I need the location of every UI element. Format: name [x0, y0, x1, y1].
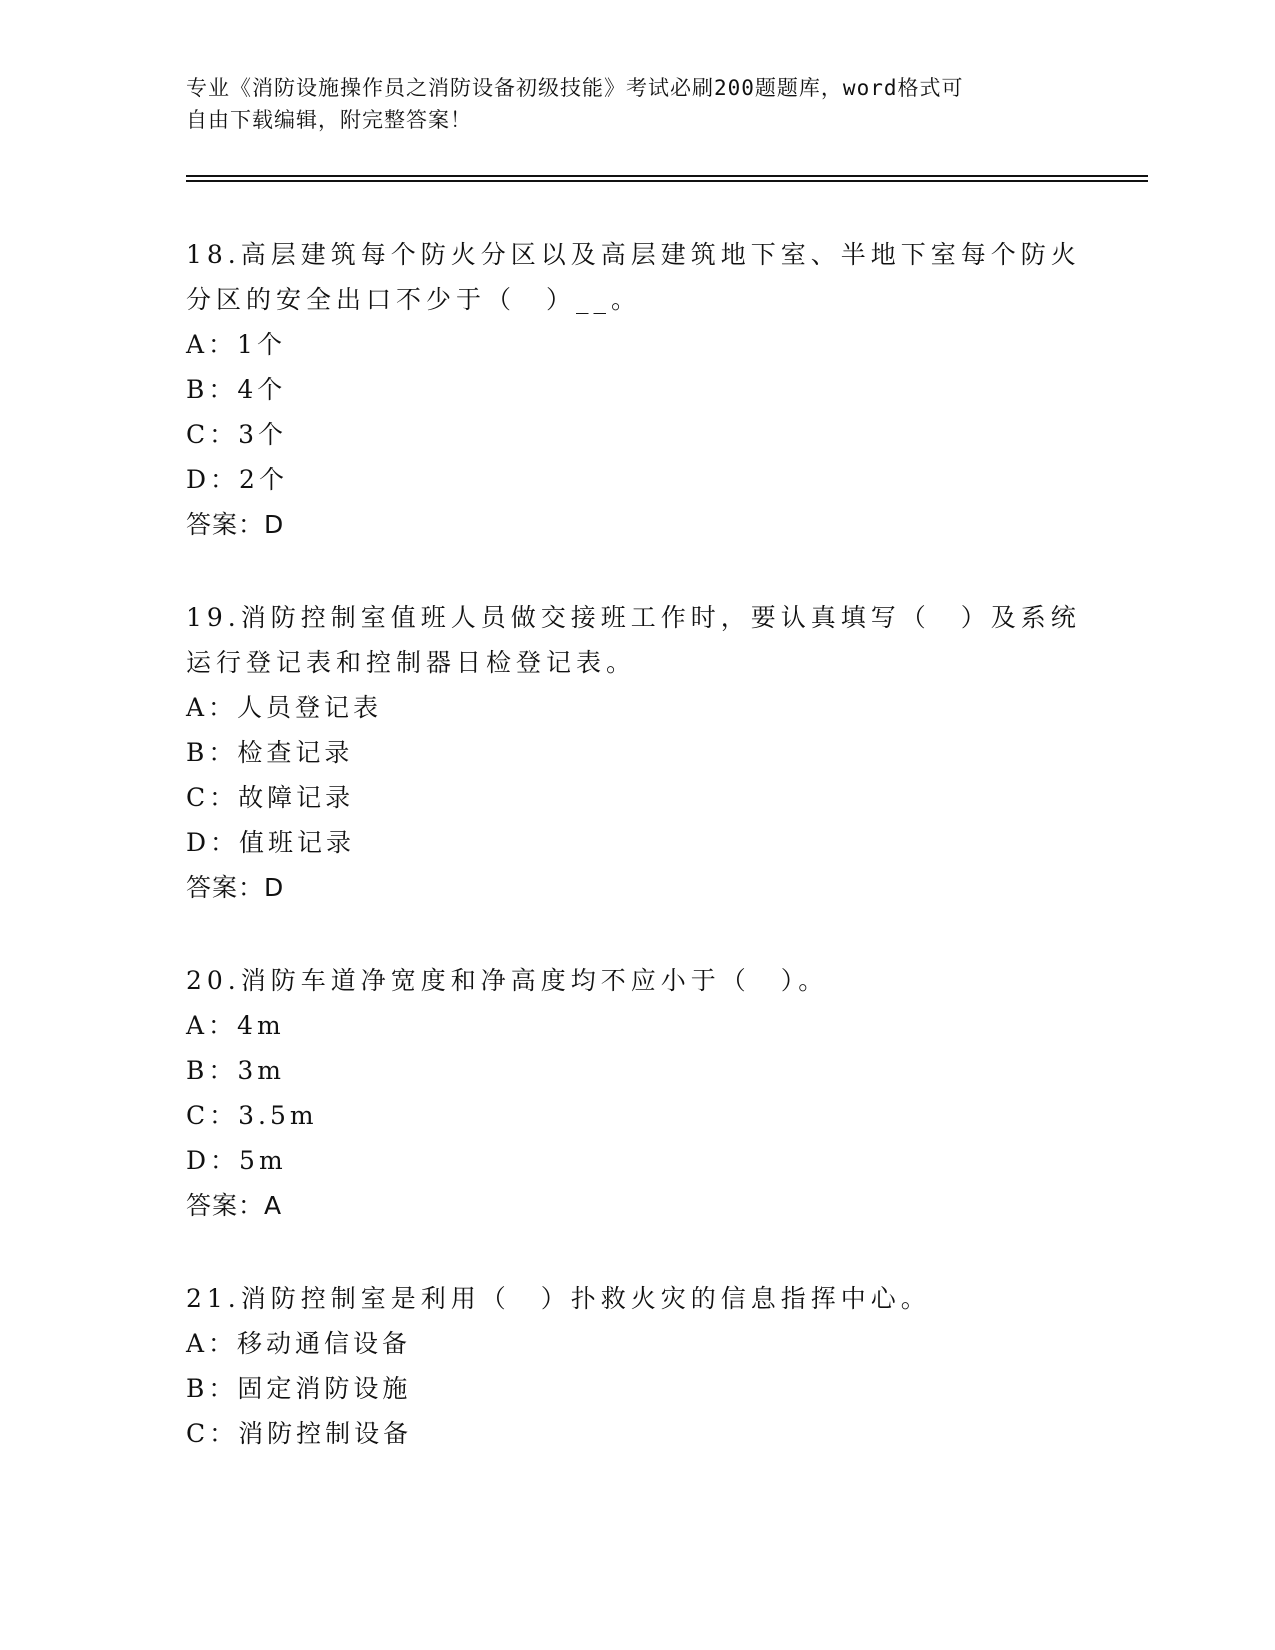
option-d: D：2个: [186, 465, 288, 494]
question-stem: 19.消防控制室值班人员做交接班工作时，要认真填写（ ）及系统运行登记表和控制器日检登记表。: [186, 603, 1081, 677]
option-c: C：故障记录: [186, 783, 355, 812]
option-c: C：3个: [186, 420, 288, 449]
option-a: A：4m: [186, 1011, 285, 1040]
question-stem: 21.消防控制室是利用（ ）扑救火灾的信息指挥中心。: [186, 1284, 931, 1313]
header-title-line-1: 专业《消防设施操作员之消防设备初级技能》考试必刷200题题库，word格式可: [186, 76, 964, 100]
question-stem: 18.高层建筑每个防火分区以及高层建筑地下室、半地下室每个防火分区的安全出口不少于（ ）__。: [186, 240, 1081, 314]
question-18: [186, 232, 1086, 547]
option-c: C：3.5m: [186, 1101, 318, 1130]
option-b: B：3m: [186, 1056, 285, 1085]
question-19: [186, 595, 1086, 910]
option-a: A：移动通信设备: [186, 1329, 412, 1358]
option-a: A：1个: [186, 330, 286, 359]
question-20: [186, 958, 1086, 1228]
answer-line: 答案：D: [186, 873, 285, 902]
option-b: B：固定消防设施: [186, 1374, 412, 1403]
option-a: A：人员登记表: [186, 693, 383, 722]
option-b: B：4个: [186, 375, 287, 404]
answer-line: 答案：D: [186, 510, 285, 539]
option-b: B：检查记录: [186, 738, 354, 767]
header-divider-top: [186, 175, 1148, 177]
option-d: D：5m: [186, 1146, 287, 1175]
option-c: C：消防控制设备: [186, 1419, 413, 1448]
document-header: [186, 72, 1066, 136]
answer-line: 答案：A: [186, 1191, 283, 1220]
question-21: [186, 1276, 1086, 1456]
header-divider-bottom: [186, 180, 1148, 182]
question-stem: 20.消防车道净宽度和净高度均不应小于（ ）。: [186, 966, 829, 995]
option-d: D：值班记录: [186, 828, 356, 857]
header-title-line-2: 自由下载编辑，附完整答案！: [186, 108, 472, 132]
